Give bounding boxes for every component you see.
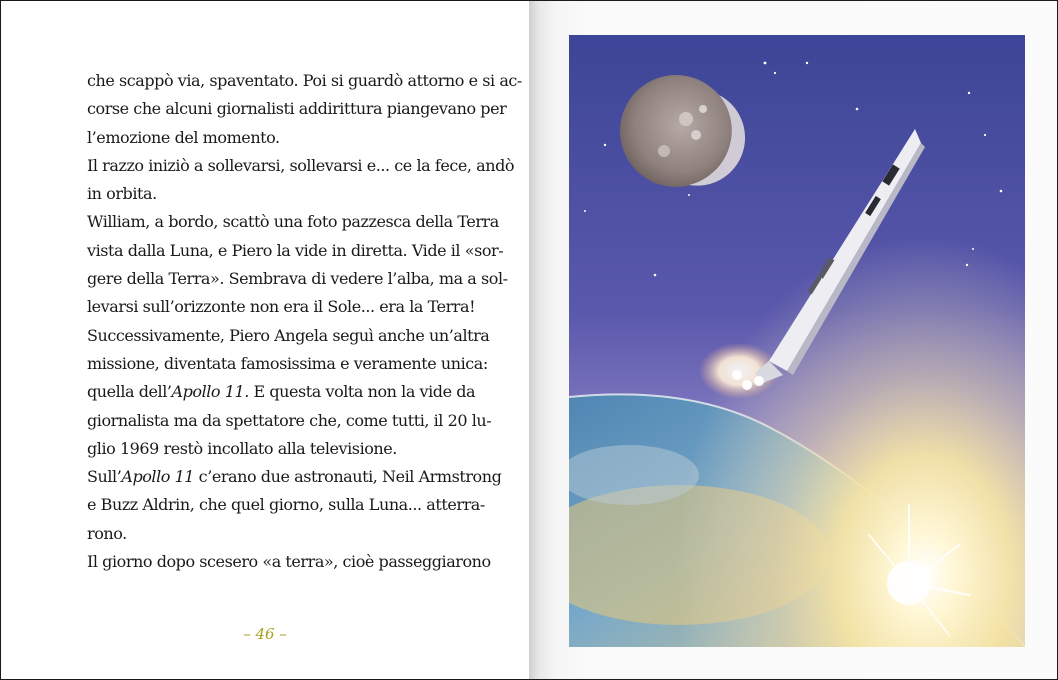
text-line: e Buzz Aldrin, che quel giorno, sulla Luna... atterra-	[87, 495, 485, 515]
text-fragment: quella dell’	[87, 382, 172, 402]
text-line: levarsi sull’orizzonte non era il Sole... era la Terra!	[87, 297, 476, 317]
text-fragment: . E questa volta non la vide da	[244, 382, 476, 402]
body-text	[87, 67, 522, 576]
text-fragment: Sull’	[87, 467, 122, 487]
text-line-apollo	[87, 378, 475, 406]
text-line-apollo	[87, 463, 502, 491]
text-line: Il giorno dopo scesero «a terra», cioè passeggiarono	[87, 552, 491, 572]
text-line: Successivamente, Piero Angela seguì anche un’altra	[87, 325, 490, 345]
text-line: Il razzo iniziò a sollevarsi, sollevarsi e... ce la fece, andò	[87, 155, 515, 175]
text-line: gere della Terra». Sembrava di vedere l’alba, ma a sol-	[87, 269, 508, 289]
text-line: missione, diventata famosissima e veramente unica:	[87, 353, 488, 373]
rocket-illustration	[569, 35, 1025, 647]
italic-title: Apollo 11	[171, 382, 245, 402]
text-line: l’emozione del momento.	[87, 127, 280, 147]
text-line: glio 1969 restò incollato alla televisione.	[87, 438, 397, 458]
page-number: – 46 –	[243, 625, 287, 643]
text-line: William, a bordo, scattò una foto pazzesca della Terra	[87, 212, 499, 232]
text-line: rono.	[87, 523, 127, 543]
left-page	[1, 1, 529, 679]
italic-title: Apollo 11	[121, 467, 195, 487]
text-line: che scappò via, spaventato. Poi si guardò attorno e si ac-	[87, 71, 522, 90]
text-line: in orbita.	[87, 184, 157, 204]
text-line: giornalista ma da spettatore che, come tutti, il 20 lu-	[87, 410, 492, 430]
text-line: corse che alcuni giornalisti addirittura piangevano per	[87, 99, 507, 119]
text-line: vista dalla Luna, e Piero la vide in diretta. Vide il «sor-	[87, 240, 504, 260]
illustration-svg	[569, 35, 1025, 647]
text-fragment: c’erano due astronauti, Neil Armstrong	[194, 467, 502, 487]
